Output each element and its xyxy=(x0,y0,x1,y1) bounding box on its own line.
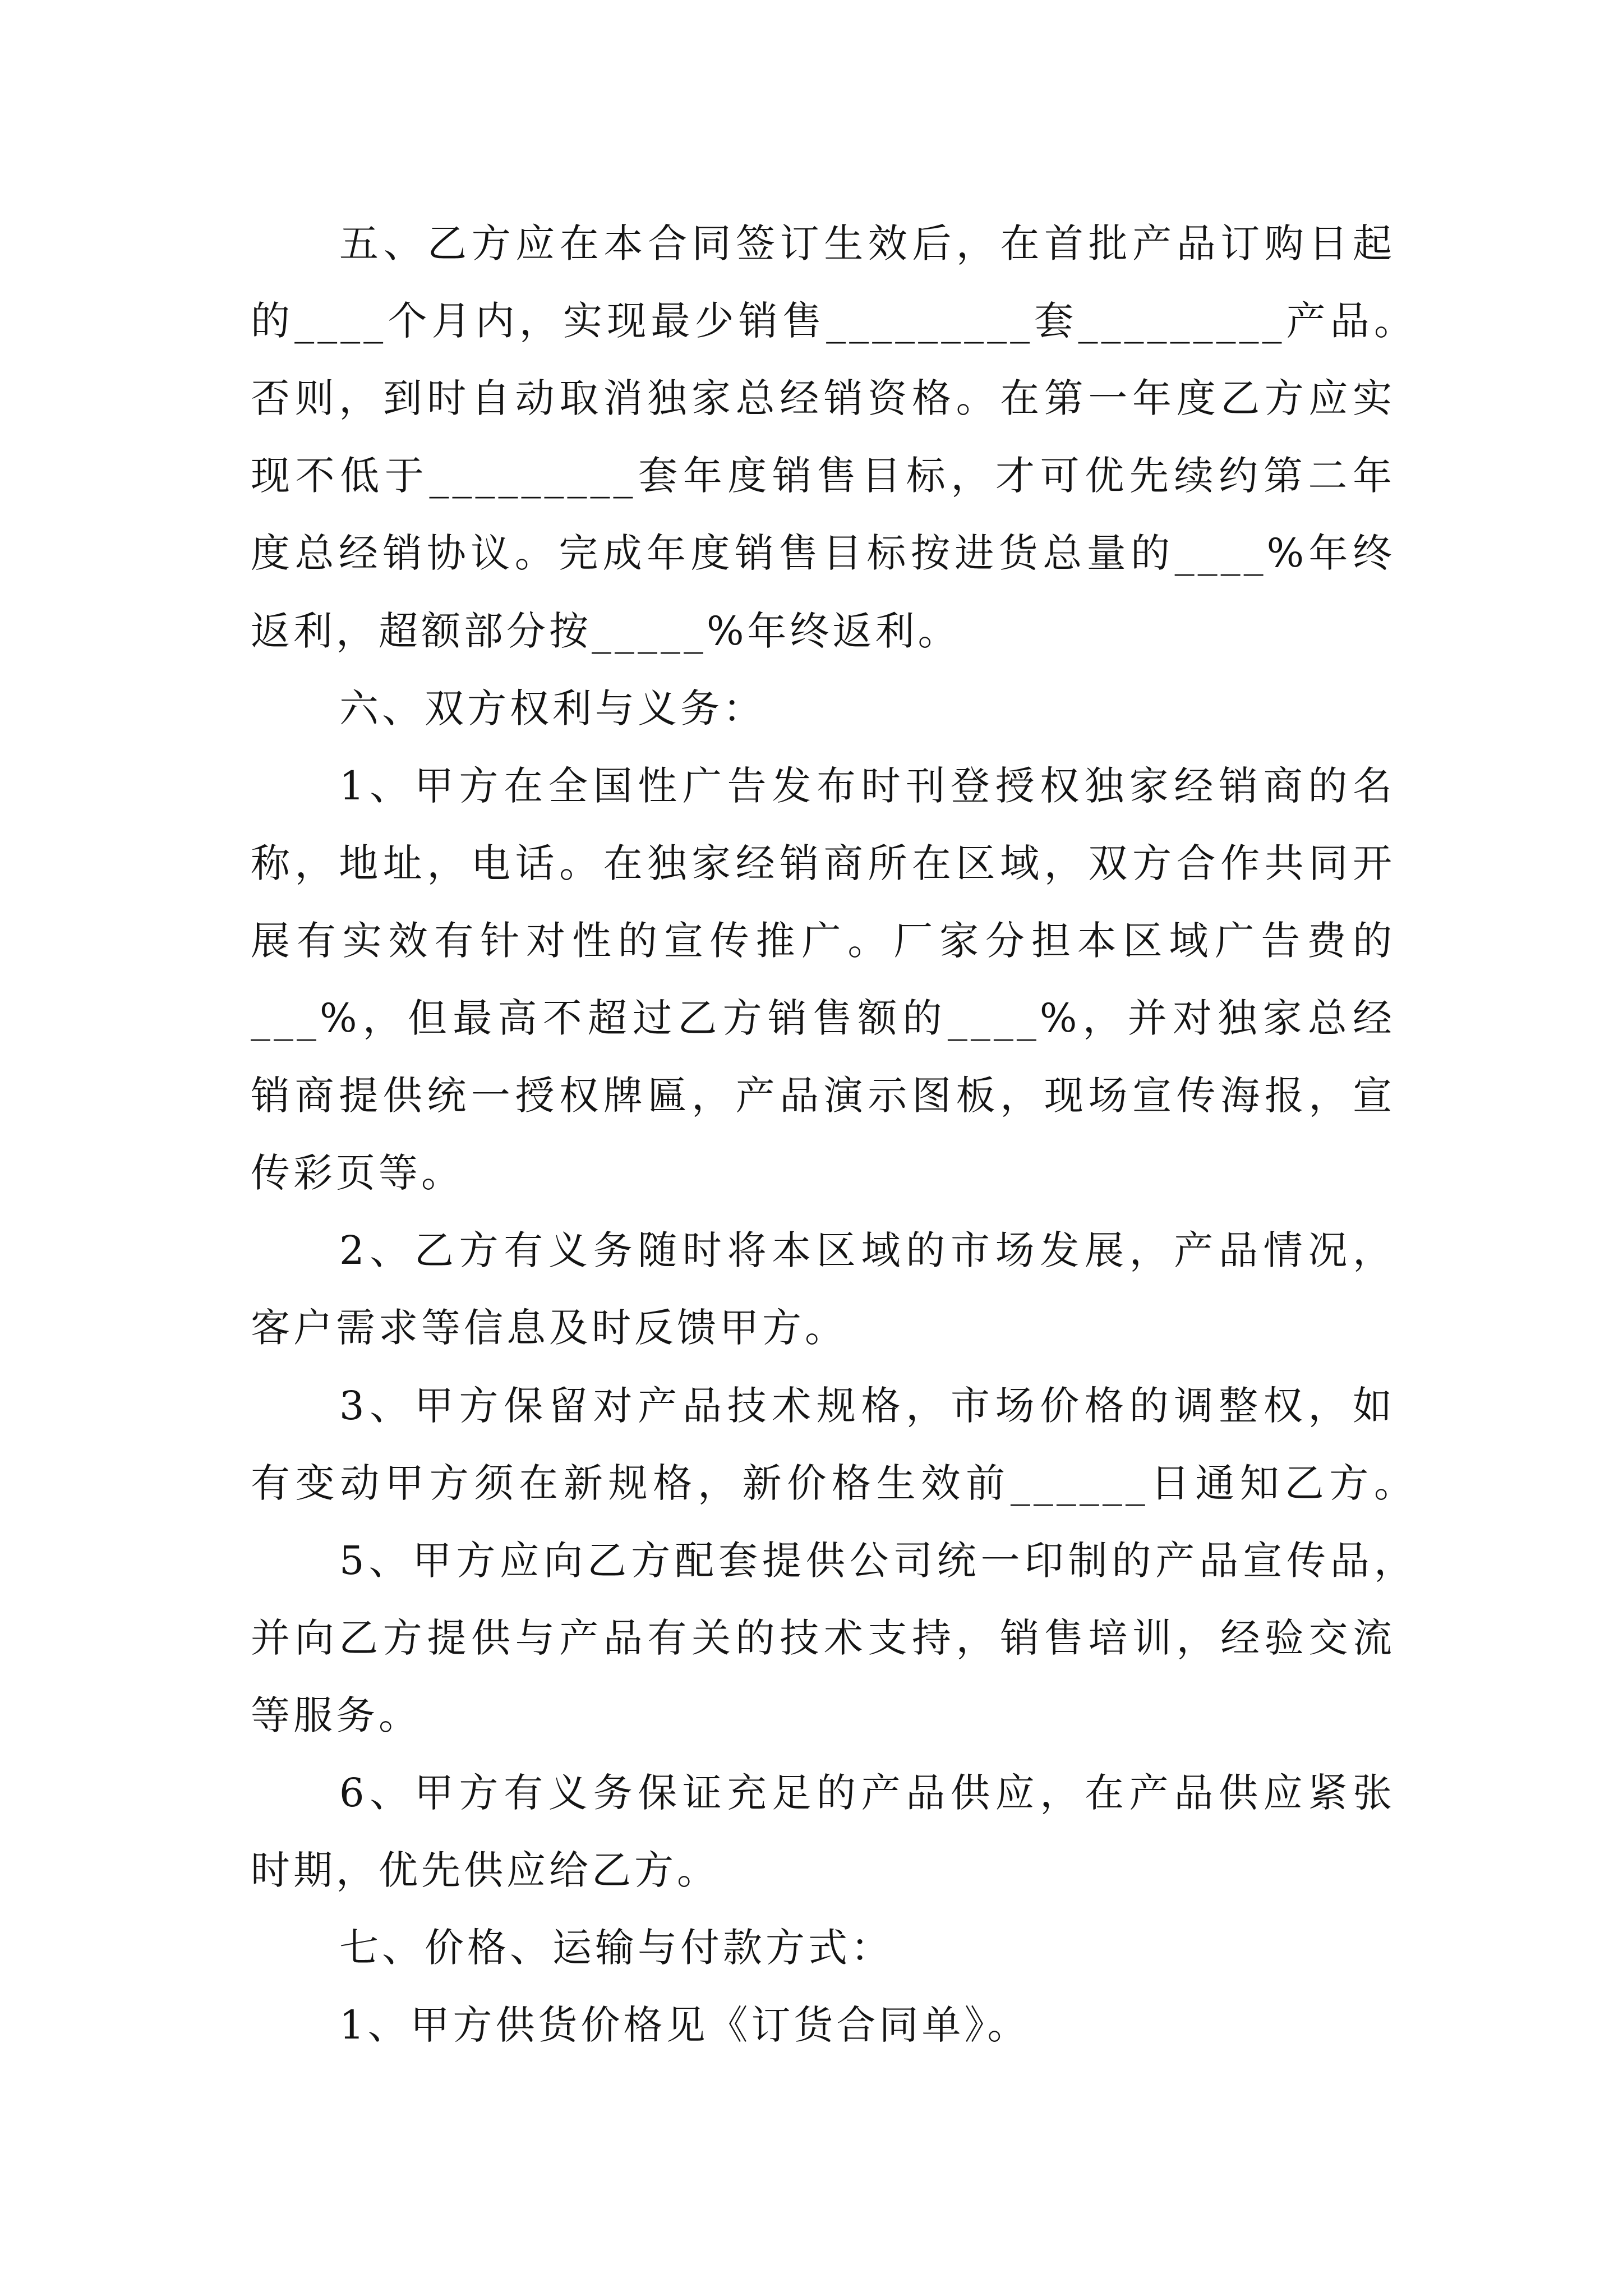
paragraph-line: 3、甲方保留对产品技术规格，市场价格的调整权，如 xyxy=(339,1382,1395,1429)
paragraph-line: 时期，优先供应给乙方。 xyxy=(251,1847,720,1894)
paragraph-line: 传彩页等。 xyxy=(251,1150,464,1197)
paragraph-line: ___%，但最高不超过乙方销售额的____%，并对独家总经 xyxy=(251,995,1395,1041)
paragraph-line: 5、甲方应向乙方配套提供公司统一印制的产品宣传品， xyxy=(339,1537,1417,1584)
paragraph-line: 6、甲方有义务保证充足的产品供应，在产品供应紧张 xyxy=(339,1770,1395,1816)
paragraph-line: 展有实效有针对性的宣传推广。厂家分担本区域广告费的 xyxy=(251,917,1395,964)
paragraph-line: 现不低于_________套年度销售目标，才可优先续约第二年 xyxy=(251,453,1395,499)
paragraph-line: 并向乙方提供与产品有关的技术支持，销售培训，经验交流 xyxy=(251,1614,1395,1661)
paragraph-line: 1、甲方供货价格见《订货合同单》。 xyxy=(339,2002,1030,2049)
section-heading: 七、价格、运输与付款方式： xyxy=(339,1925,893,1971)
paragraph-line: 返利，超额部分按_____%年终返利。 xyxy=(251,608,961,654)
paragraph-line: 五、乙方应在本合同签订生效后，在首批产品订购日起 xyxy=(339,220,1395,266)
section-heading: 六、双方权利与义务： xyxy=(339,685,766,731)
paragraph-line: 1、甲方在全国性广告发布时刊登授权独家经销商的名 xyxy=(339,762,1395,809)
paragraph-line: 客户需求等信息及时反馈甲方。 xyxy=(251,1305,847,1351)
paragraph-line: 销商提供统一授权牌匾，产品演示图板，现场宣传海报，宣 xyxy=(251,1073,1395,1119)
paragraph-line: 否则，到时自动取消独家总经销资格。在第一年度乙方应实 xyxy=(251,375,1395,422)
paragraph-line: 度总经销协议。完成年度销售目标按进货总量的____%年终 xyxy=(251,530,1395,577)
paragraph-line: 2、乙方有义务随时将本区域的市场发展，产品情况， xyxy=(339,1227,1395,1274)
paragraph-line: 的____个月内，实现最少销售_________套_________产品。 xyxy=(251,298,1417,344)
paragraph-line: 等服务。 xyxy=(251,1692,421,1738)
paragraph-line: 称，地址，电话。在独家经销商所在区域，双方合作共同开 xyxy=(251,840,1395,886)
paragraph-line: 有变动甲方须在新规格，新价格生效前______日通知乙方。 xyxy=(251,1460,1417,1506)
